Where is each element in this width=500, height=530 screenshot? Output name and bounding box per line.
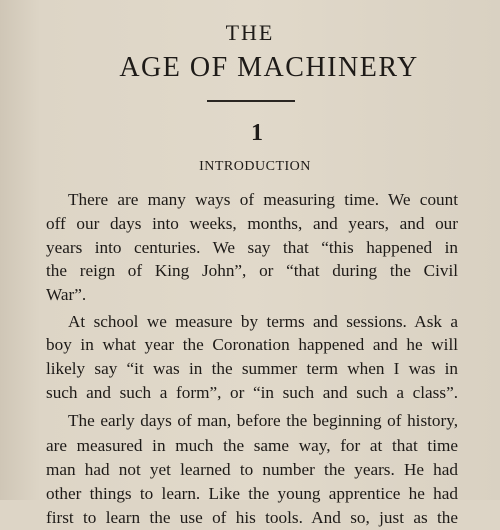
text-line: War”. — [46, 285, 87, 304]
chapter-title: INTRODUCTION — [199, 159, 311, 174]
text-line: first to learn the use of his tools. And so, just as the — [46, 508, 458, 527]
text-line: such and such a form”, or “in such and such a class”. — [46, 383, 458, 402]
book-title-main: AGE OF MACHINERY — [119, 52, 419, 83]
text-line: off our days into weeks, months, and years, and our — [46, 214, 458, 233]
text-line: The early days of man, before the beginning of history, — [68, 411, 458, 430]
text-line: are measured in much the same way, for at that time — [46, 436, 458, 455]
text-line: There are many ways of measuring time. We count — [68, 190, 458, 209]
title-divider-rule — [207, 100, 295, 102]
text-line: years into centuries. We say that “this happened in — [46, 238, 458, 257]
book-title-the: THE — [225, 20, 275, 45]
text-line: the reign of King John”, or “that during the Civil — [46, 261, 458, 280]
text-line: other things to learn. Like the young apprentice he had — [46, 484, 458, 503]
text-line: boy in what year the Coronation happened and he will — [46, 335, 458, 354]
text-line: At school we measure by terms and sessions. Ask a — [68, 312, 458, 331]
chapter-number: 1 — [251, 120, 263, 146]
text-line: likely say “it was in the summer term when I was in — [46, 359, 458, 378]
text-line: man had not yet learned to number the years. He had — [46, 460, 458, 479]
